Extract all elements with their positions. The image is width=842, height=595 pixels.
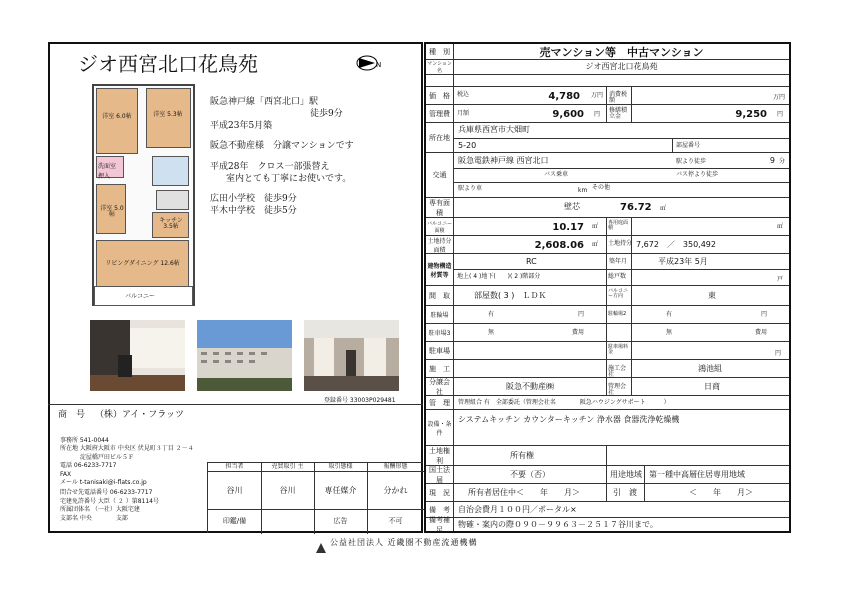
property-table xyxy=(424,42,791,533)
access-line: 広田小学校 徒歩9分 xyxy=(210,193,297,204)
agent-row2: 印鑑/備 xyxy=(222,517,247,525)
room-label: 洋室 5.3帖 xyxy=(153,111,183,118)
access-line: 徒歩9分 xyxy=(310,109,343,120)
footer-logo-icon xyxy=(316,538,326,548)
agent-value: 分かれ xyxy=(383,486,408,495)
room-label: 洋室 6.0帖 xyxy=(102,113,132,120)
company-name: （株）アイ・フラッツ xyxy=(95,410,185,420)
footer-text: 公益社団法人 近畿圏不動産流通機構 xyxy=(330,538,478,547)
row-parking1: 駐輪場 有 円 駐輪場2 有 円 xyxy=(426,305,789,323)
row-name: マンション名 ジオ西宮北口花鳥苑 xyxy=(426,59,789,74)
access-line: 室内とても丁寧にお使いです。 xyxy=(226,173,352,184)
row-parking: 駐車場 駐車場料金 円 xyxy=(426,341,789,359)
photo-entrance xyxy=(304,320,399,391)
row-blank xyxy=(426,74,789,86)
room-label: キッチン 3.5帖 xyxy=(159,217,183,230)
agent-value: 谷川 xyxy=(279,486,296,495)
company-line: 電話 06-6233-7717 xyxy=(60,462,117,470)
company-details xyxy=(60,437,194,523)
row-area: 専有面積 壁芯 76.72 ㎡ xyxy=(426,197,789,217)
company-label: 商 号 xyxy=(58,410,86,420)
agent-value: 谷川 xyxy=(226,486,243,495)
agent-header: 報酬形態 xyxy=(383,463,408,470)
room-label: 洋室 5.0帖 xyxy=(100,205,124,218)
access-line: 平成23年5月築 xyxy=(210,121,273,132)
company-line: 問合せ先電話番号 06-6233-7717 xyxy=(60,489,153,497)
row-remark: 備 考 自治会費月１００円／ポータル× xyxy=(426,501,789,517)
room-label: 押入 xyxy=(98,173,111,180)
row-fees: 管理費 月額 9,600 円 修繕積立金 9,250 円 xyxy=(426,104,789,122)
row-land: 土地持分面積 2,608.06 ㎡ 土地持分 7,672 ／ 350,492 xyxy=(426,235,789,253)
access-info xyxy=(210,96,410,217)
company-line: 所在地 大阪府大阪市 中央区 伏見町３丁目 ２－４ xyxy=(60,445,194,453)
photo-exterior xyxy=(197,320,292,391)
row-parking3: 駐車場3 無 費用 無 費用 xyxy=(426,323,789,341)
area-value: 76.72 xyxy=(620,202,652,213)
name-value: ジオ西宮北口花鳥苑 xyxy=(453,60,789,74)
agent-value: 専任媒介 xyxy=(324,486,357,495)
agent-row2: 広告 xyxy=(333,517,348,525)
row-traffic: 交通 阪急電鉄神戸線 西宮北口 駅より徒歩 9 分 バス乗車 バス停より徒歩 駅より車 km その他 xyxy=(426,152,789,197)
agent-header: 取引態様 xyxy=(328,463,353,470)
row-kind: 種 別 売マンション等 中古マンション xyxy=(426,44,789,59)
row-management: 管 理 管理組合 有 全部委託（管理会社名 阪急ハウジングサポート ） xyxy=(426,395,789,409)
balcony-label: バルコニー xyxy=(125,293,156,300)
row-address: 所在地 兵庫県西宮市大畑町 5-20 部屋番号 xyxy=(426,122,789,152)
kind-value: 売マンション等 中古マンション xyxy=(453,44,789,59)
north-icon xyxy=(356,54,382,72)
row-price: 価 格 税込 4,780 万円 消費税額 万円 xyxy=(426,86,789,104)
license-number: 登録番号 33003P029481 xyxy=(324,397,396,404)
company-line: 事務所 541-0044 xyxy=(60,437,109,444)
north-label: N xyxy=(376,61,382,69)
row-structure: 建物構造材質等 RC 地上( 4 )地下( )( 2 )階部分 築年月 総戸数 平成23年 5月 戸 xyxy=(426,253,789,285)
company-line: メール t-tanisaki@i-flats.co.jp xyxy=(60,479,147,487)
row-status: 現 況 所有者居住中＜ 年 月＞ 引 渡 ＜ 年 月＞ xyxy=(426,483,789,501)
company-line: 淀屋橋戸田ビル５Ｆ xyxy=(60,453,134,461)
company-line: 所属団体名 （一社）大阪宅建 xyxy=(60,506,140,514)
address-value: 兵庫県西宮市大畑町 xyxy=(458,125,530,134)
room-label: 洗面室 xyxy=(98,163,117,170)
row-equipment: 設備・条件 システムキッチン カウンターキッチン 浄水器 食器洗浄乾燥機 xyxy=(426,409,789,445)
row-plan: 国土法届 不要（否） 用途地域 第一種中高層住居専用地域 xyxy=(426,465,789,483)
company-line: FAX xyxy=(60,470,72,478)
access-line: 阪急不動産様 分譲マンションです xyxy=(210,141,354,152)
agent-header: 売買取引 主 xyxy=(271,463,304,470)
row-note: 備考補足 物確・案内の際０９０－９９６３－２５１７谷川まで。 xyxy=(426,517,789,531)
repair-fee-value: 9,250 xyxy=(735,109,767,120)
property-title: ジオ西宮北口花鳥苑 xyxy=(78,52,258,76)
room-label: リビングダイニング 12.6帖 xyxy=(105,260,180,267)
access-line: 平木中学校 徒歩5分 xyxy=(210,205,297,216)
agent-header: 担当者 xyxy=(225,463,244,470)
row-balcony: バルコニー面積 10.17 ㎡ 専用庭面積 ㎡ xyxy=(426,217,789,235)
agents-grid xyxy=(207,462,423,533)
access-line: 阪急神戸線「西宮北口」駅 xyxy=(210,97,319,107)
company-line: 宅建免許番号 大臣（ ２ ）第8114号 xyxy=(60,497,159,505)
row-builder: 施 工 施工会社 鴻池組 xyxy=(426,359,789,377)
row-seller: 分譲会社 阪急不動産㈱ 管理会社 日商 xyxy=(426,377,789,395)
row-layout: 間 取 部屋数( 3 ) ＬＤＫ バルコニー方向 東 xyxy=(426,285,789,305)
row-rights: 土地権利 所有権 xyxy=(426,445,789,465)
agent-row2: 不可 xyxy=(388,517,403,525)
price-value: 4,780 xyxy=(548,91,580,102)
photo-living xyxy=(90,320,185,391)
access-line: 平成28年 クロス一部張替え xyxy=(210,161,330,172)
company-line: 支部名 中央 支部 xyxy=(60,514,128,522)
floor-plan xyxy=(92,84,195,306)
mgmt-fee-value: 9,600 xyxy=(552,109,584,120)
